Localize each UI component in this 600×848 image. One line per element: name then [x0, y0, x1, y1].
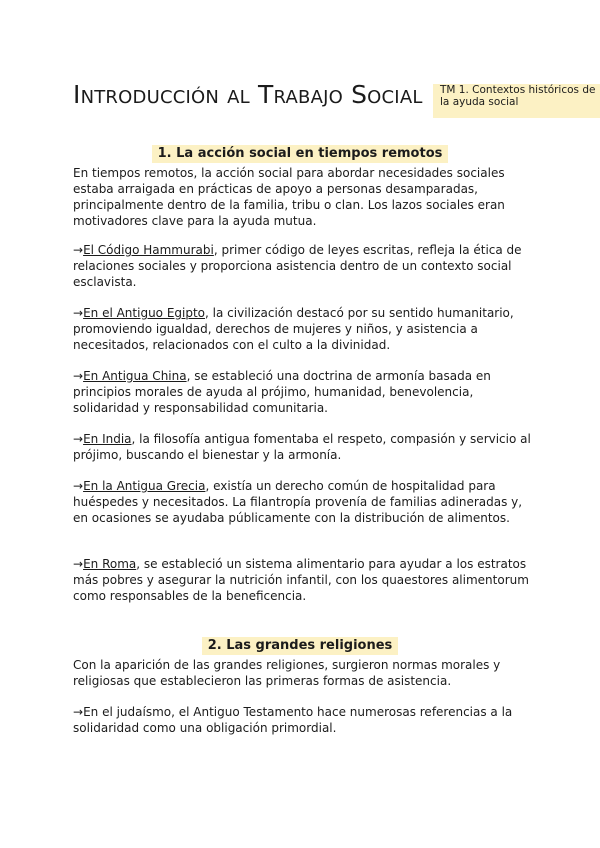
- section-heading-text: 1. La acción social en tiempos remotos: [152, 145, 449, 163]
- paragraph-text: , primer código de leyes escritas, refleja la ética de relaciones sociales y proporciona asistencia dentro de un contexto social esclavista.: [73, 243, 522, 289]
- topic-link-egypt: En el Antiguo Egipto: [83, 306, 206, 320]
- topic-tag: TM 1. Contextos históricos de la ayuda social: [433, 84, 600, 118]
- arrow-icon: →: [73, 705, 84, 719]
- paragraph-hammurabi: [73, 242, 533, 290]
- topic-link-greece: En la Antigua Grecia: [83, 479, 206, 493]
- paragraph-text: En tiempos remotos, la acción social para abordar necesidades sociales estaba arraigada en prácticas de apoyo a personas desamparadas, principalmente dentro de la familia, tribu o clan. Los lazos sociales eran motivadores clave para la ayuda mutua.: [73, 166, 505, 228]
- arrow-icon: →: [73, 306, 84, 320]
- arrow-icon: →: [73, 432, 84, 446]
- paragraph-text: En el judaísmo, el Antiguo Testamento hace numerosas referencias a la solidaridad como una obligación primordial.: [73, 705, 513, 735]
- paragraph-text: Con la aparición de las grandes religiones, surgieron normas morales y religiosas que establecieron las primeras formas de asistencia.: [73, 658, 501, 688]
- topic-link-india: En India: [83, 432, 132, 446]
- paragraph-egypt: [73, 305, 533, 353]
- arrow-icon: →: [73, 243, 84, 257]
- paragraph-text: , la civilización destacó por su sentido humanitario, promoviendo igualdad, derechos de mujeres y niños, y asistencia a necesitados, relacionados con el culto a la divinidad.: [73, 306, 514, 352]
- section-heading-text: 2. Las grandes religiones: [202, 637, 399, 655]
- paragraph-china: [73, 368, 533, 416]
- paragraph-text: , se estableció una doctrina de armonía basada en principios morales de ayuda al prójimo, humanidad, benevolencia, solidaridad y responsabilidad comunitaria.: [73, 369, 491, 415]
- paragraph-greece: [73, 478, 533, 526]
- topic-link-china: En Antigua China: [83, 369, 187, 383]
- section-2-heading: [0, 634, 600, 653]
- arrow-icon: →: [73, 479, 84, 493]
- arrow-icon: →: [73, 369, 84, 383]
- paragraph-rome: [73, 556, 533, 604]
- paragraph-text: , la filosofía antigua fomentaba el respeto, compasión y servicio al prójimo, buscando el bienestar y la armonía.: [73, 432, 531, 462]
- paragraph-judaism: [73, 704, 533, 736]
- topic-link-hammurabi: El Código Hammurabi: [83, 243, 214, 257]
- paragraph-religions-intro: [73, 657, 533, 689]
- paragraph-india: [73, 431, 533, 463]
- paragraph-intro-remote-times: [73, 165, 533, 229]
- document-title: Introducción al Trabajo Social: [73, 80, 423, 109]
- section-1-heading: [0, 142, 600, 161]
- paragraph-text: , se estableció un sistema alimentario para ayudar a los estratos más pobres y asegurar la nutrición infantil, con los quaestores alimentorum como responsables de la beneficencia.: [73, 557, 529, 603]
- topic-link-rome: En Roma: [83, 557, 137, 571]
- arrow-icon: →: [73, 557, 84, 571]
- paragraph-text: , existía un derecho común de hospitalidad para huéspedes y necesitados. La filantropía provenía de familias adineradas y, en ocasiones se ayudaba públicamente con la distribución de alimentos.: [73, 479, 523, 525]
